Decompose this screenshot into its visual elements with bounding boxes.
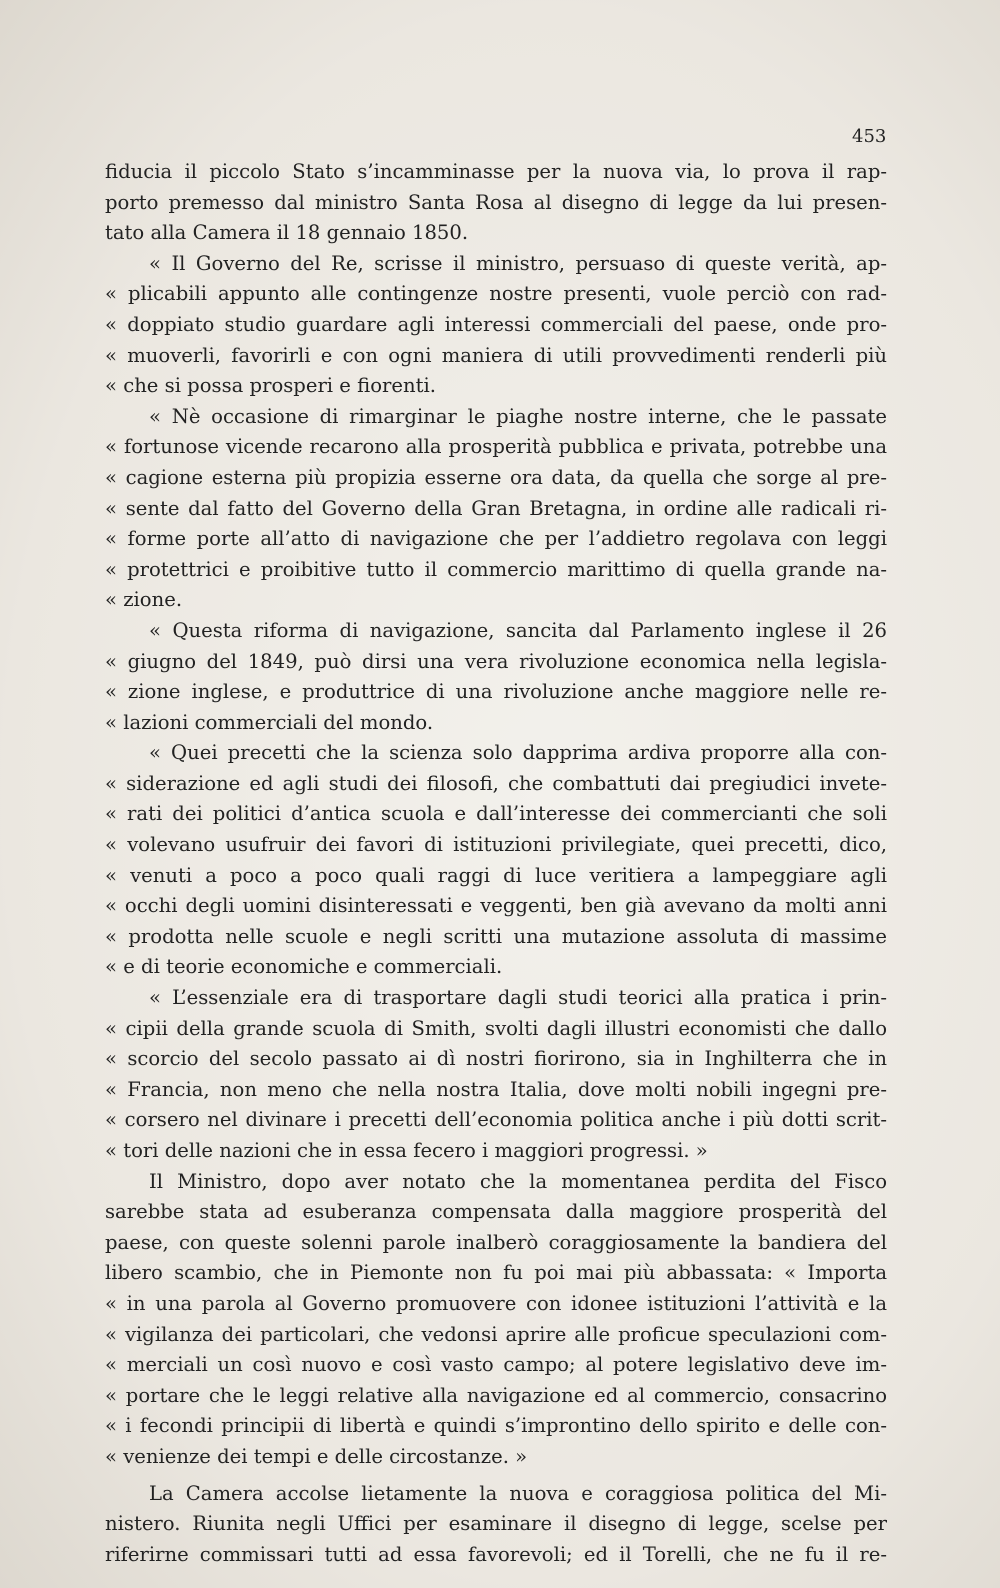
text-line: « zione. [105,588,183,612]
text-line: « e di teorie economiche e commerciali. [105,955,503,979]
text-line: « merciali un così nuovo e così vasto campo; al potere legislativo deve im- [105,1353,887,1377]
text-line: « cagione esterna più propizia esserne ora data, da quella che sorge al pre- [105,465,887,489]
text-line: « rati dei politici d’antica scuola e dall’interesse dei commercianti che soli [105,802,887,826]
text-line: « protettrici e proibitive tutto il commercio marittimo di quella grande na- [105,557,887,581]
text-line: « venuti a poco a poco quali raggi di luce veritiera a lampeggiare agli [105,863,887,887]
text-line: « occhi degli uomini disinteressati e veggenti, ben già avevano da molti anni [105,894,887,918]
text-line: « plicabili appunto alle contingenze nostre presenti, vuole perciò con rad- [105,282,887,306]
text-line: fiducia il piccolo Stato s’incamminasse per la nuova via, lo prova il rap- [105,160,887,183]
text-line: « in una parola al Governo promuovere con idonee istituzioni l’attività e la [105,1291,887,1315]
text-line: « zione inglese, e produttrice di una rivoluzione anche maggiore nelle re- [105,680,887,704]
text-line: « lazioni commerciali del mondo. [105,710,434,734]
text-line: « i fecondi principii di libertà e quindi s’improntino dello spirito e delle con- [105,1414,887,1438]
text-line: « prodotta nelle scuole e negli scritti una mutazione assoluta di massime [105,924,887,948]
text-line: « giugno del 1849, può dirsi una vera rivoluzione economica nella legisla- [105,649,887,673]
text-line: « scorcio del secolo passato ai dì nostri fiorirono, sia in Inghilterra che in [105,1047,887,1071]
text-line: « venienze dei tempi e delle circostanze. » [105,1444,528,1468]
page-number: 453 [852,126,887,147]
text-line: « Questa riforma di navigazione, sancita dal Parlamento inglese il 26 [149,618,887,642]
text-line: nistero. Riunita negli Uffici per esaminare il disegno di legge, scelse per [105,1512,887,1536]
paragraph [105,738,887,983]
text-line: La Camera accolse lietamente la nuova e coraggiosa politica del Mi- [149,1481,887,1505]
text-line: porto premesso dal ministro Santa Rosa al disegno di legge da lui presen- [105,190,887,214]
text-line: « sente dal fatto del Governo della Gran Bretagna, in ordine alle radicali ri- [105,496,887,520]
text-line: « siderazione ed agli studi dei filosofi, che combattuti dai pregiudici invete- [105,771,887,795]
paragraph [105,1167,887,1473]
text-line: « forme porte all’atto di navigazione che per l’addietro regolava con leggi [105,527,887,551]
paragraph [105,402,887,616]
text-line: « vigilanza dei particolari, che vedonsi aprire alle proficue speculazioni com- [105,1322,887,1346]
text-line: Il Ministro, dopo aver notato che la momentanea perdita del Fisco [149,1169,887,1193]
text-line: « Nè occasione di rimarginar le piaghe nostre interne, che le passate [149,404,887,428]
paragraph [105,157,887,249]
paragraph [105,983,887,1167]
text-line: « Francia, non meno che nella nostra Italia, dove molti nobili ingegni pre- [105,1077,887,1101]
text-line: riferirne commissari tutti ad essa favorevoli; ed il Torelli, che ne fu il re- [105,1542,887,1566]
text-line: paese, con queste solenni parole inalberò coraggiosamente la bandiera del [105,1230,887,1254]
text-line: « tori delle nazioni che in essa fecero i maggiori progressi. » [105,1139,708,1162]
text-line: « doppiato studio guardare agli interessi commerciali del paese, onde pro- [105,312,887,336]
paragraph [105,1479,887,1571]
paragraph [105,616,887,738]
text-line: libero scambio, che in Piemonte non fu poi mai più abbassata: « Importa [105,1261,887,1285]
body-text [105,157,887,1570]
text-line: « fortunose vicende recarono alla prosperità pubblica e privata, potrebbe una [105,435,887,459]
text-line: « portare che le leggi relative alla navigazione ed al commercio, consacrino [105,1383,887,1407]
text-line: « volevano usufruir dei favori di istituzioni privilegiate, quei precetti, dico, [105,833,887,857]
text-line: « che si possa prosperi e fiorenti. [105,374,436,398]
paragraph [105,249,887,402]
text-line: « Il Governo del Re, scrisse il ministro, persuaso di queste verità, ap- [149,251,887,275]
text-line: « Quei precetti che la scienza solo dapprima ardiva proporre alla con- [149,741,887,765]
text-line: « L’essenziale era di trasportare dagli studi teorici alla pratica i prin- [149,986,887,1010]
text-line: « muoverli, favorirli e con ogni maniera di utili provvedimenti renderli più [105,343,887,367]
text-line: « cipii della grande scuola di Smith, svolti dagli illustri economisti che dallo [105,1016,887,1040]
text-line: tato alla Camera il 18 gennaio 1850. [105,221,469,245]
text-line: « corsero nel divinare i precetti dell’economia politica anche i più dotti scrit- [105,1108,887,1132]
text-line: sarebbe stata ad esuberanza compensata dalla maggiore prosperità del [105,1200,887,1224]
